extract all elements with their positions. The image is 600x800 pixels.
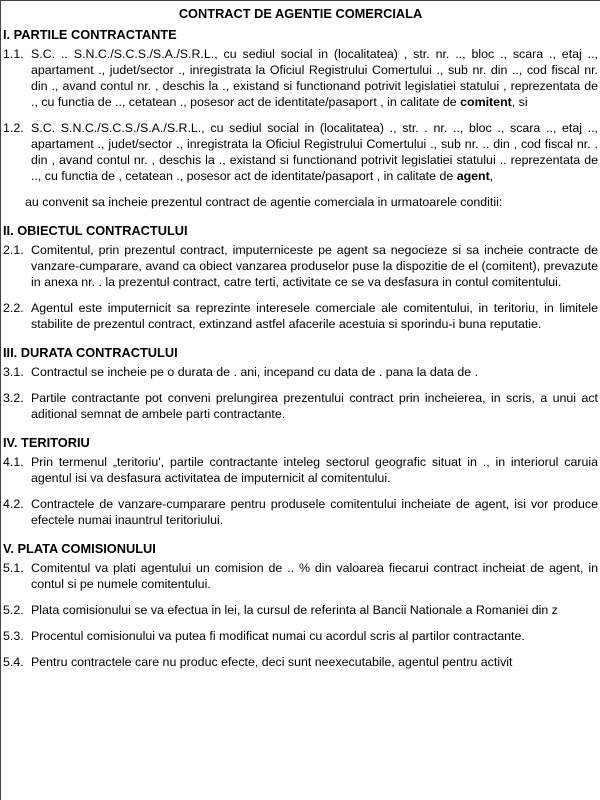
clause-number: 3.1. <box>3 365 24 379</box>
clause-number: 5.4. <box>3 655 24 669</box>
clause-5-2 <box>1 602 600 618</box>
clause-1-2 <box>1 120 600 184</box>
section-heading-1: I. PARTILE CONTRACTANTE <box>3 27 177 42</box>
clause-text: S.C. S.N.C./S.C.S./S.A./S.R.L., cu sediul social in (localitatea) ., str. . nr. .., bloc ., scara .., etaj .., apartament ., judet/sector ., inregistrata la Oficiul Registrului Comertului ., sub nr. .. din , cod fiscal nr. . din , avand contul nr. , deschis la ., existand si functionand potrivit legislatiei statului .. reprezentata de .., cu functia de , cetatean ., posesor act de identitate/pasaport , in calitate de <box>31 121 598 183</box>
clause-text: Contractele de vanzare-cumparare pentru produsele comitentului incheiate de agent, isi vor produce efectele numai inauntrul teritoriului. <box>31 497 598 527</box>
clause-text: Comitentul va plati agentului un comision de .. % din valoarea fiecarui contract incheiat de agent, in contul si pe numele comitentului. <box>31 561 598 591</box>
clause-text: Pentru contractele care nu produc efecte, deci sunt neexecutabile, agentul pentru activit <box>31 655 513 669</box>
clause-number: 2.1. <box>3 243 24 257</box>
clause-5-4 <box>1 654 600 670</box>
clause-3-1 <box>1 364 600 380</box>
section-heading-5: V. PLATA COMISIONULUI <box>3 541 156 556</box>
clause-4-1 <box>1 454 600 486</box>
section-heading-4: IV. TERITORIU <box>3 435 90 450</box>
clause-number: 2.2. <box>3 301 24 315</box>
clause-3-2 <box>1 390 600 422</box>
clause-number: 5.2. <box>3 603 24 617</box>
agreement-statement: au convenit sa incheie prezentul contract de agentie comerciala in urmatoarele conditii: <box>25 195 503 209</box>
clause-number: 5.1. <box>3 561 24 575</box>
clause-text: Agentul este imputernicit sa reprezinte interesele comerciale ale comitentului, in teritoriu, in limitele stabilite de prezentul contract, extinzand astfel afacerile acestuia si sporindu-i buna reputatie. <box>31 301 598 331</box>
clause-tail: , si <box>511 95 528 109</box>
clause-number: 1.2. <box>3 121 24 135</box>
clause-text: Contractul se incheie pe o durata de . ani, incepand cu data de . pana la data de . <box>31 365 479 379</box>
clause-4-2 <box>1 496 600 528</box>
clause-text: Plata comisionului se va efectua in lei, la cursul de referinta al Bancii Nationale a Romaniei din z <box>31 603 558 617</box>
clause-text: Partile contractante pot conveni prelungirea prezentului contract prin incheierea, in scris, a unui act aditional semnat de ambele parti contractante. <box>31 391 598 421</box>
clause-text: Comitentul, prin prezentul contract, imputerniceste pe agent sa negocieze si sa incheie contracte de vanzare-cumparare, avand ca obiect vanzarea produselor puse la dispozitie de el (comitent), prevazute in anexa nr. . la prezentul contract, catre terti, activitate ce se va desfasura in contul comitentului. <box>31 243 598 289</box>
clause-number: 4.1. <box>3 455 24 469</box>
section-heading-2: II. OBIECTUL CONTRACTULUI <box>3 223 188 238</box>
clause-1-1 <box>1 46 600 110</box>
clause-number: 4.2. <box>3 497 24 511</box>
clause-bold-term: comitent <box>460 95 512 109</box>
section-heading-3: III. DURATA CONTRACTULUI <box>3 345 178 360</box>
clause-tail: , <box>489 169 494 183</box>
clause-5-1 <box>1 560 600 592</box>
clause-2-1 <box>1 242 600 290</box>
document-title: CONTRACT DE AGENTIE COMERCIALA <box>178 6 423 21</box>
clause-bold-term: agent <box>456 169 490 183</box>
clause-number: 1.1. <box>3 47 24 61</box>
clause-2-2 <box>1 300 600 332</box>
clause-number: 5.3. <box>3 629 24 643</box>
clause-text: S.C. .. S.N.C./S.C.S./S.A./S.R.L., cu sediul social in (localitatea) , str. nr. .., bloc ., scara ., etaj .., apartament ., judet/sector ., inregistrata la Oficiul Registrului Comertului ., sub nr. din .., cod fiscal nr. din ., avand contul nr. , deschis la ., existand si functionand potrivit legislatiei statului , reprezentata de ., cu functia de .., cetatean ., posesor act de identitate/pasaport , in calitate de <box>31 47 598 109</box>
clause-text: Prin termenul „teritoriu', partile contractante inteleg sectorul geografic situat in ., in interiorul caruia agentul isi va desfasura activitatea de imputernicit al comitentului. <box>31 455 598 485</box>
clause-5-3 <box>1 628 600 644</box>
clause-text: Procentul comisionului va putea fi modificat numai cu acordul scris al partilor contractante. <box>31 629 525 643</box>
clause-number: 3.2. <box>3 391 24 405</box>
